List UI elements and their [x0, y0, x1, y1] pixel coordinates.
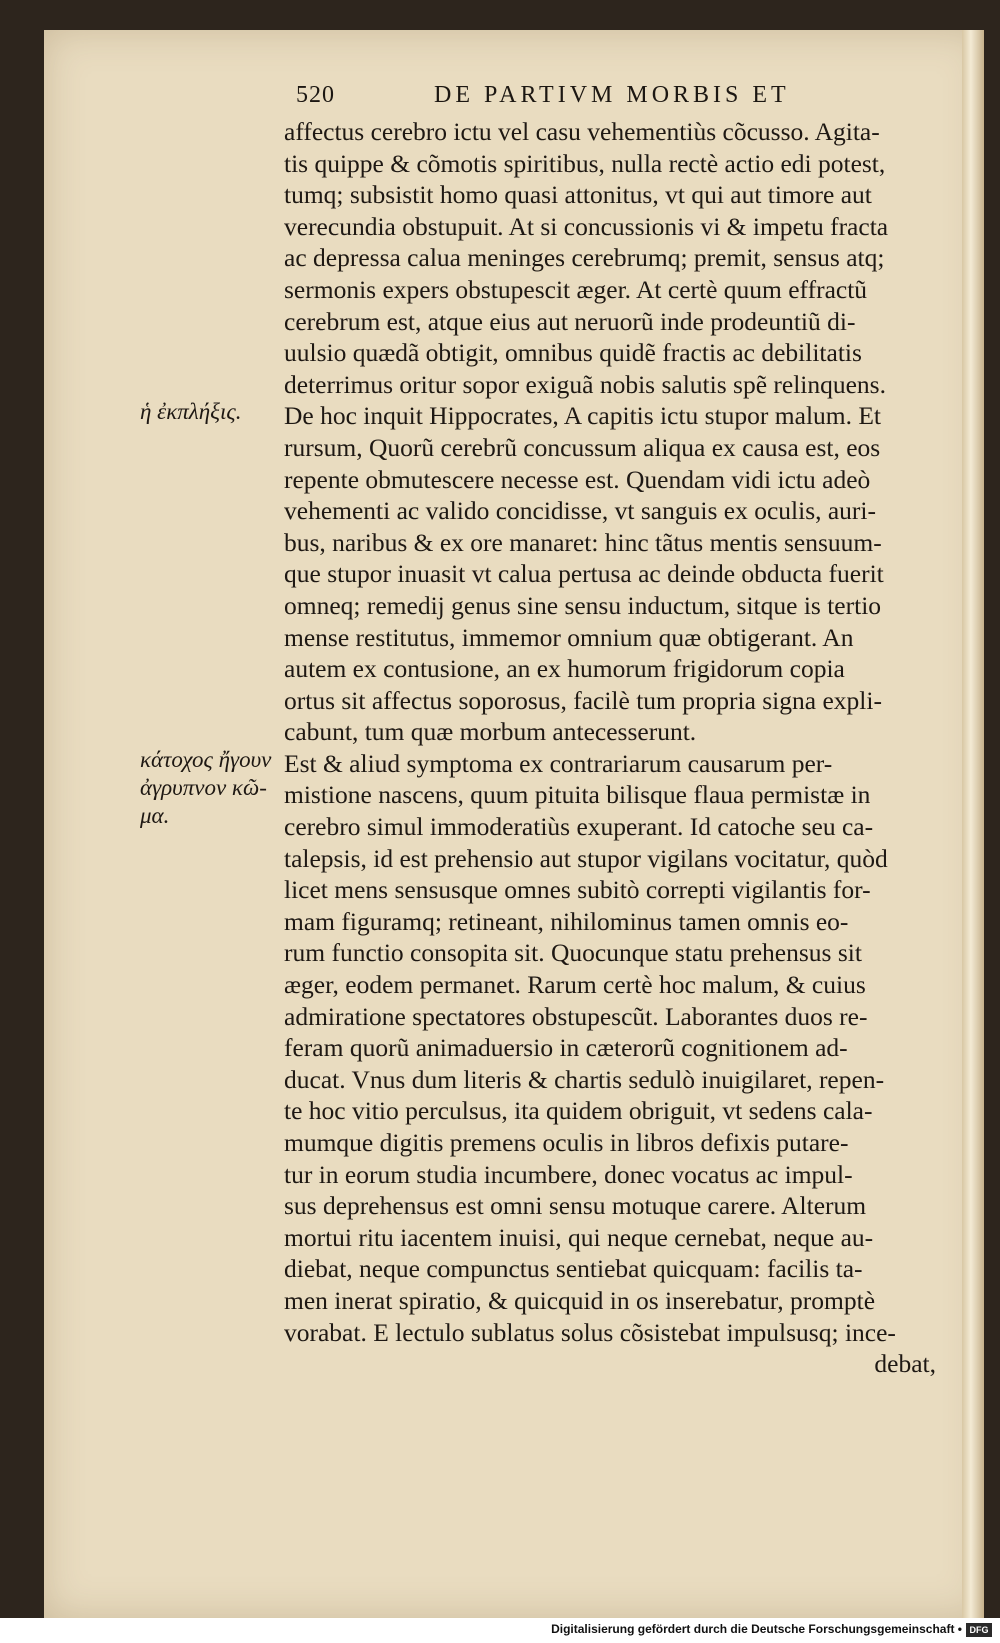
text-line: De hoc inquit Hippocrates, A capitis ictu stupor malum. Et: [284, 401, 882, 431]
text-line: ortus sit affectus soporosus, facilè tum propria signa expli-: [284, 685, 882, 715]
running-title: DE PARTIVM MORBIS ET: [434, 82, 790, 108]
text-line: ducat. Vnus dum literis & chartis sedulò inuigilaret, repen-: [284, 1064, 885, 1094]
text-line: sermonis expers obstupescit æger. At certè quum effractũ: [284, 274, 868, 304]
text-line: mam figuramq; retineant, nihilominus tamen omnis eo-: [284, 906, 849, 936]
text-line: vehementi ac valido concidisse, vt sanguis ex oculis, auri-: [284, 496, 877, 526]
text-line: talepsis, id est prehensio aut stupor vigilans vocitatur, quòd: [284, 843, 888, 873]
text-line: diebat, neque compunctus sentiebat quicquam: facilis ta-: [284, 1254, 863, 1284]
margin-note-ekplexis: [140, 398, 290, 426]
text-line: rursum, Quorũ cerebrũ concussum aliqua ex causa est, eos: [284, 432, 881, 462]
text-line: Est & aliud symptoma ex contrariarum causarum per-: [284, 748, 833, 778]
page-header: [296, 82, 956, 116]
text-line: tur in eorum studia incumbere, donec vocatus ac impul-: [284, 1159, 853, 1189]
text-line: mumque digitis premens oculis in libros defixis putare-: [284, 1128, 849, 1157]
text-line: tumq; subsistit homo quasi attonitus, vt qui aut timore aut: [284, 180, 872, 210]
margin-note-line: μα.: [140, 803, 170, 828]
text-line: men inerat spiratio, & quicquid in os inserebatur, promptè: [284, 1285, 876, 1315]
margin-note-line: κάτοχος ἤγουν: [140, 747, 272, 772]
page-edge: [962, 30, 984, 1618]
text-line: omneq; remedij genus sine sensu inductum, sitque is tertio: [284, 590, 882, 620]
text-line: cabunt, tum quæ morbum antecesserunt.: [284, 717, 697, 747]
main-text-block: [284, 116, 952, 1380]
margin-note-katochos: [140, 746, 290, 830]
text-line: mortui ritu iacentem inuisi, qui neque cernebat, neque au-: [284, 1222, 874, 1252]
text-line: que stupor inuasit vt calua pertusa ac deinde obducta fuerit: [284, 559, 884, 589]
text-line: verecundia obstupuit. At si concussionis vi & impetu fracta: [284, 211, 889, 241]
text-line: uulsio quædã obtigit, omnibus quidẽ fractis ac debilitatis: [284, 338, 862, 368]
page-number: 520: [296, 82, 335, 108]
digitization-footer: [0, 1618, 1000, 1643]
text-line: bus, naribus & ex ore manaret: hinc tãtus mentis sensuum-: [284, 527, 882, 557]
funding-credit: Digitalisierung gefördert durch die Deutsche Forschungsgemeinschaft •: [551, 1622, 962, 1636]
text-line: mense restitutus, immemor omnium quæ obtigerant. An: [284, 622, 854, 652]
margin-note-line: ἡ ἐκπλήξις.: [140, 399, 242, 424]
text-line: sus deprehensus est omni sensu motuque carere. Alterum: [284, 1191, 867, 1221]
text-line: autem ex contusione, an ex humorum frigidorum copia: [284, 654, 845, 684]
text-line: rum functio consopita sit. Quocunque statu prehensus sit: [284, 938, 862, 968]
catchword: debat,: [874, 1349, 936, 1379]
text-line: licet mens sensusque omnes subitò correpti vigilantis for-: [284, 875, 871, 905]
text-line: mistione nascens, quum pituita bilisque flaua permistæ in: [284, 780, 871, 810]
text-line: admiratione spectatores obstupescũt. Laborantes duos re-: [284, 1001, 868, 1031]
text-line: cerebro simul immoderatiùs exuperant. Id catoche seu ca-: [284, 812, 874, 842]
text-line: cerebrum est, atque eius aut neruorũ inde prodeuntiũ di-: [284, 306, 856, 336]
margin-note-line: ἀγρυπνον κῶ-: [140, 775, 267, 800]
dfg-logo: DFG: [966, 1623, 992, 1637]
text-line: æger, eodem permanet. Rarum certè hoc malum, & cuius: [284, 970, 866, 1000]
text-line: repente obmutescere necesse est. Quendam vidi ictu adeò: [284, 464, 871, 494]
text-line: ac depressa calua meninges cerebrumq; premit, sensus atq;: [284, 243, 885, 273]
text-line: vorabat. E lectulo sublatus solus cõsistebat impulsusq; ince-: [284, 1317, 896, 1347]
text-line: deterrimus oritur sopor exiguã nobis salutis spẽ relinquens.: [284, 369, 886, 399]
text-line: feram quorũ animaduersio in cæterorũ cognitionem ad-: [284, 1033, 848, 1063]
text-line: affectus cerebro ictu vel casu vehementiùs cõcusso. Agita-: [284, 117, 880, 146]
text-line: tis quippe & cõmotis spiritibus, nulla rectè actio edi potest,: [284, 148, 886, 178]
text-line: te hoc vitio perculsus, ita quidem obriguit, vt sedens cala-: [284, 1096, 873, 1126]
